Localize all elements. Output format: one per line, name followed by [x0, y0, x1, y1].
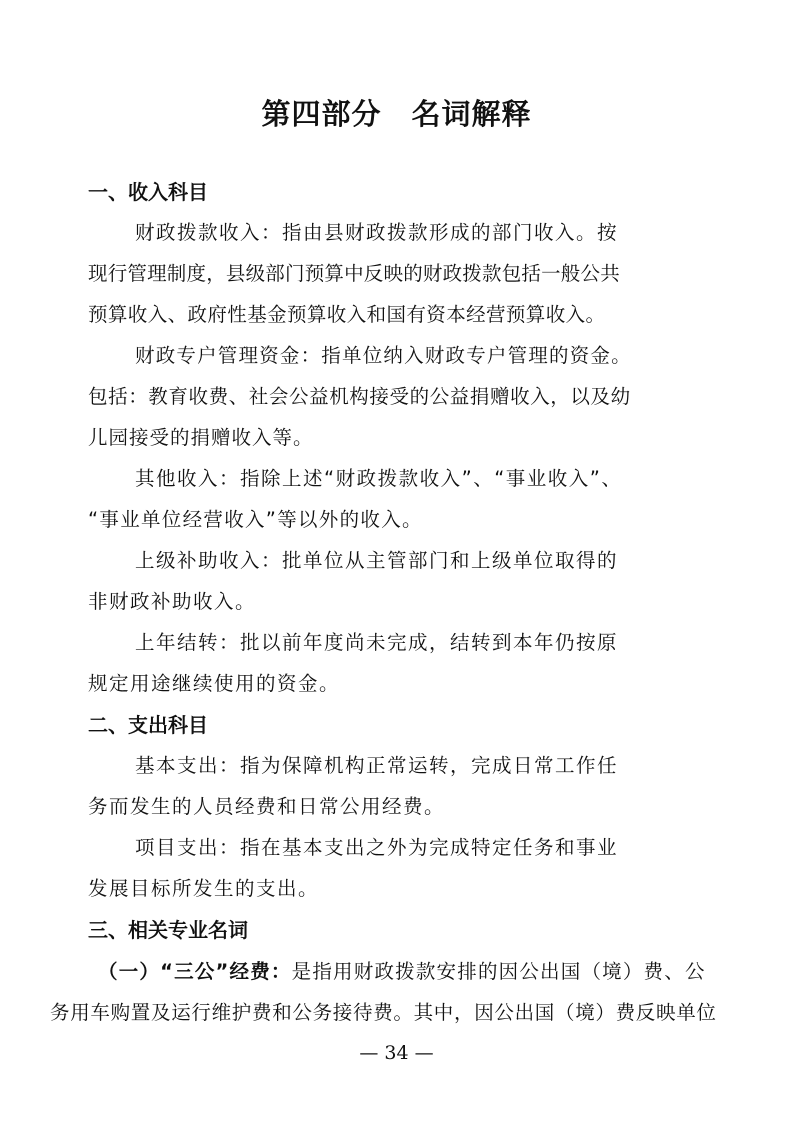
- paragraph-line: 财政拨款收入：指由县财政拨款形成的部门收入。按: [135, 221, 619, 244]
- paragraph-line: 包括：教育收费、社会公益机构接受的公益捐赠收入，以及幼: [88, 385, 631, 408]
- page-title: 第四部分 名词解释: [261, 97, 532, 131]
- page-number: — 34 —: [359, 1042, 434, 1064]
- section-heading-expenditure: 二、支出科目: [88, 713, 208, 737]
- paragraph-line: [98, 960, 706, 984]
- paragraph-line: 基本支出：指为保障机构正常运转，完成日常工作任: [135, 754, 619, 777]
- term-definition: 是指用财政拨款安排的因公出国（境）费、公: [291, 960, 706, 983]
- paragraph-line: 发展目标所发生的支出。: [88, 877, 320, 900]
- paragraph-line: 务用车购置及运行维护费和公务接待费。其中，因公出国（境）费反映单位: [50, 1001, 717, 1024]
- paragraph-line: “事业单位经营收入”等以外的收入。: [88, 508, 423, 531]
- paragraph-line: 儿园接受的捐赠收入等。: [88, 426, 314, 449]
- paragraph-line: 其他收入：指除上述“财政拨款收入”、“事业收入”、: [135, 467, 623, 490]
- paragraph-line: 上年结转：批以前年度尚未完成，结转到本年仍按原: [135, 631, 619, 654]
- paragraph-line: 预算收入、政府性基金预算收入和国有资本经营预算收入。: [88, 303, 606, 326]
- paragraph-line: 项目支出：指在基本支出之外为完成特定任务和事业: [135, 836, 619, 859]
- paragraph-line: 规定用途继续使用的资金。: [88, 672, 341, 695]
- section-heading-terms: 三、相关专业名词: [88, 918, 248, 942]
- term-label-three-public: （一）“三公”经费：: [98, 960, 292, 983]
- paragraph-line: 非财政补助收入。: [88, 590, 257, 613]
- paragraph-line: 上级补助收入：批单位从主管部门和上级单位取得的: [135, 549, 619, 572]
- paragraph-line: 务而发生的人员经费和日常公用经费。: [88, 795, 446, 818]
- paragraph-line: 现行管理制度，县级部门预算中反映的财政拨款包括一般公共: [88, 262, 620, 285]
- paragraph-line: 财政专户管理资金：指单位纳入财政专户管理的资金。: [135, 344, 632, 367]
- section-heading-income: 一、收入科目: [88, 180, 208, 204]
